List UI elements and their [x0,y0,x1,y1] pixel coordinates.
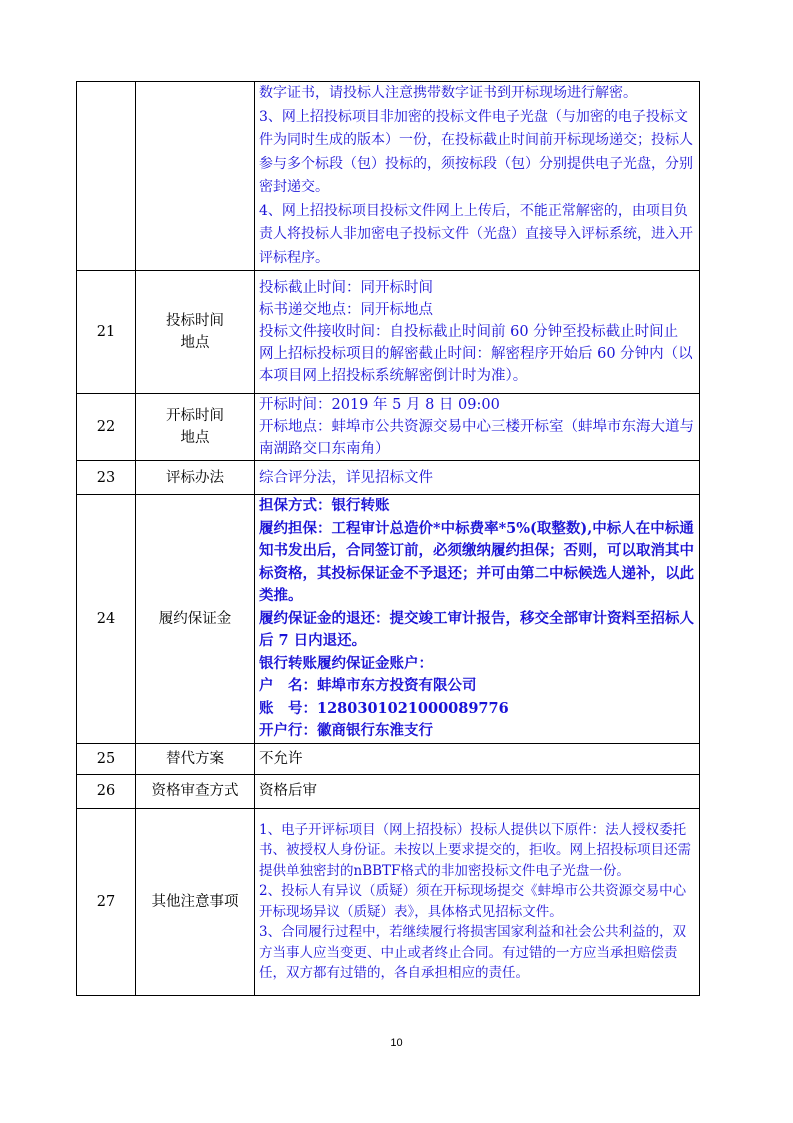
row-item-name: 资格审查方式 [136,774,255,808]
content-line: 网上招标投标项目的解密截止时间：解密程序开始后 60 分钟内（以本项目网上招投标系统解密倒计时为准）。 [259,346,693,384]
row-content [255,271,700,394]
content-line: 2、投标人有异议（质疑）须在开标现场提交《蚌埠市公共资源交易中心开标现场异议（质疑）表》，具体格式见招标文件。 [259,883,687,920]
table-row [77,271,700,394]
row-item-name [136,82,255,271]
row-content [255,743,700,774]
content-line: 1、电子开评标项目（网上招投标）投标人提供以下原件：法人授权委托书、被授权人身份证。未按以上要求提交的，拒收。网上招投标项目还需提供单独密封的nBBTF格式的非加密投标文件电子光盘一份。 [259,821,691,879]
table-row [77,774,700,808]
table-row [77,743,700,774]
content-line: 投标截止时间：同开标时间 [259,280,433,296]
row-content [255,774,700,808]
table-row [77,495,700,744]
content-line: 开户行：徽商银行东淮支行 [259,722,433,739]
content-line: 资格后审 [259,783,317,799]
row-content [255,495,700,744]
content-line: 3、网上招投标项目非加密的投标文件电子光盘（与加密的电子投标文件为同时生成的版本）一份，在投标截止时间前开标现场递交；投标人参与多个标段（包）投标的，须按标段（包）分别提供电子光盘，分别密封递交。 [259,108,693,195]
row-number: 25 [77,743,136,774]
row-number: 24 [77,495,136,744]
content-line: 3、合同履行过程中，若继续履行将损害国家利益和社会公共利益的，双方当事人应当变更、中止或者终止合同。有过错的一方应当承担赔偿责任，双方都有过错的，各自承担相应的责任。 [259,924,687,981]
content-line: 数字证书，请投标人注意携带数字证书到开标现场进行解密。 [259,85,637,101]
page-number: 10 [390,1037,403,1049]
content-line: 银行转账履约保证金账户： [259,654,433,672]
row-item-label: 开标时间地点 [165,408,224,446]
content-line: 不允许 [259,750,303,767]
table-row [77,461,700,495]
row-item-name: 替代方案 [136,743,255,774]
row-item-name: 评标办法 [136,461,255,495]
row-content [255,82,700,271]
row-content [255,461,700,495]
row-number: 21 [77,271,136,394]
table-row [77,808,700,995]
row-item-name [136,271,255,394]
row-number: 27 [77,808,136,995]
content-line: 标书递交地点：同开标地点 [259,302,433,318]
row-item-label: 投标时间地点 [165,313,224,351]
content-line: 账 号：1280301021000089776 [259,699,509,717]
content-line: 户 名：蚌埠市东方投资有限公司 [259,677,477,694]
content-line: 开标时间：2019 年 5 月 8 日 09:00 [259,397,500,413]
table-row [77,394,700,461]
content-line: 开标地点：蚌埠市公共资源交易中心三楼开标室（蚌埠市东海大道与南湖路交口东南角） [259,419,694,457]
content-line: 投标文件接收时间：自投标截止时间前 60 分钟至投标截止时间止 [259,324,679,340]
row-number: 23 [77,461,136,495]
content-line: 履约担保：工程审计总造价*中标费率*5%(取整数),中标人在中标通知书发出后，合同签订前，必须缴纳履约担保；否则，可以取消其中标资格，其投标保证金不予退还；并可由第二中标候选人递补，以此类推。 [259,519,694,604]
row-item-name: 履约保证金 [136,495,255,744]
row-item-name: 其他注意事项 [136,808,255,995]
content-line: 综合评分法，详见招标文件 [259,469,433,486]
row-number [77,82,136,271]
row-item-name [136,394,255,461]
content-line: 履约保证金的退还：提交竣工审计报告，移交全部审计资料至招标人后 7 日内退还。 [259,609,694,649]
row-content [255,394,700,461]
table-row [77,82,700,271]
row-content [255,808,700,995]
row-number: 22 [77,394,136,461]
row-number: 26 [77,774,136,808]
content-line: 担保方式：银行转账 [259,497,390,514]
bid-info-table [76,81,700,996]
content-line: 4、网上招投标项目投标文件网上上传后，不能正常解密的，由项目负责人将投标人非加密电子投标文件（光盘）直接导入评标系统，进入开评标程序。 [259,202,693,266]
